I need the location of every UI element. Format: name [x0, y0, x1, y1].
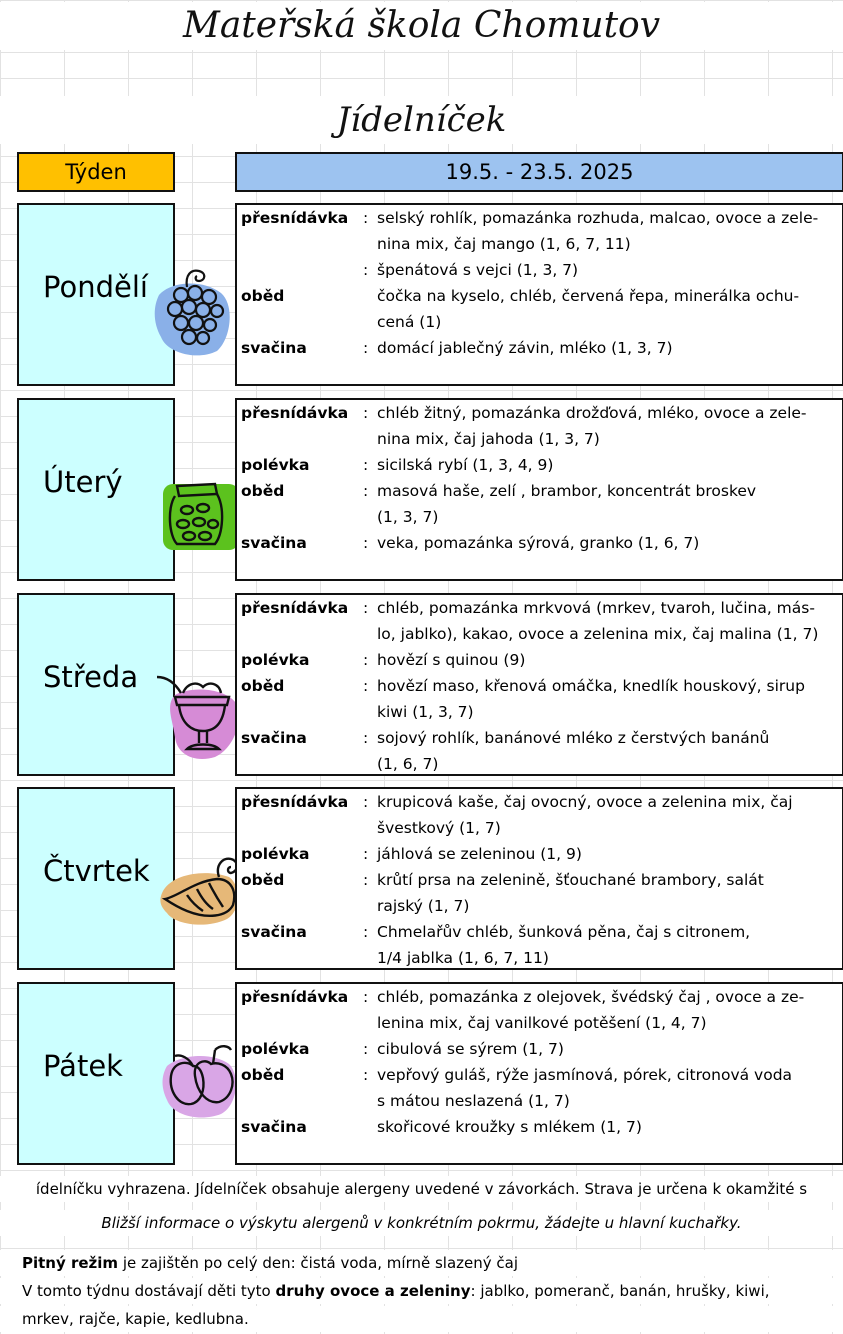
menu-row: oběd : vepřový guláš, rýže jasmínová, pórek, citronová voda — [241, 1066, 793, 1084]
menu-row: lo, jablko), kakao, ovoce a zelenina mix, čaj malina (1, 7) — [377, 625, 819, 643]
menu-row: : špenátová s vejci (1, 3, 7) — [363, 261, 579, 279]
menu-row: svačina : Chmelařův chléb, šunková pěna, čaj s citronem, — [241, 923, 751, 941]
day-box-monday — [17, 203, 175, 386]
menu-row: švestkový (1, 7) — [377, 819, 501, 837]
menu-box-thursday — [235, 787, 843, 970]
menu-box-monday — [235, 203, 843, 386]
menu-row: polévka : hovězí s quinou (9) — [241, 651, 526, 669]
menu-row: rajský (1, 7) — [377, 897, 470, 915]
week-range: 19.5. - 23.5. 2025 — [235, 152, 843, 192]
menu-row: přesnídávka : krupicová kaše, čaj ovocný, ovoce a zelenina mix, čaj — [241, 793, 793, 811]
day-name: Pondělí — [43, 270, 148, 304]
menu-row: přesnídávka : chléb, pomazánka mrkvová (mrkev, tvaroh, lučina, más- — [241, 599, 815, 617]
menu-row: svačina : domácí jablečný závin, mléko (1, 3, 7) — [241, 339, 673, 357]
school-name: Mateřská škola Chomutov — [0, 2, 843, 50]
day-box-friday — [17, 982, 175, 1165]
menu-row: oběd : krůtí prsa na zelenině, šťouchané brambory, salát — [241, 871, 764, 889]
day-box-wednesday — [17, 593, 175, 776]
dessert-cup-icon — [153, 671, 243, 763]
day-name: Pátek — [43, 1049, 123, 1083]
menu-row: přesnídávka : selský rohlík, pomazánka rozhuda, malcao, ovoce a zele- — [241, 209, 819, 227]
jar-icon — [157, 478, 241, 552]
menu-row: svačina skořicové kroužky s mlékem (1, 7) — [241, 1118, 642, 1136]
allergen-note: ídelníčku vyhrazena. Jídelníček obsahuje alergeny uvedené v závorkách. Strava je určena k okamžité s — [0, 1176, 843, 1202]
menu-row: cená (1) — [377, 313, 442, 331]
menu-row: přesnídávka : chléb, pomazánka z olejovek, švédský čaj , ovoce a ze- — [241, 988, 805, 1006]
menu-row: (1, 3, 7) — [377, 508, 439, 526]
day-name: Čtvrtek — [43, 854, 150, 888]
menu-row: polévka : cibulová se sýrem (1, 7) — [241, 1040, 564, 1058]
menu-box-tuesday — [235, 398, 843, 581]
menu-row: svačina : veka, pomazánka sýrová, granko (1, 6, 7) — [241, 534, 700, 552]
menu-box-wednesday — [235, 593, 843, 776]
menu-row: polévka : sicilská rybí (1, 3, 4, 9) — [241, 456, 554, 474]
menu-row: lenina mix, čaj vanilkové potěšení (1, 4, 7) — [377, 1014, 707, 1032]
menu-row: nina mix, čaj jahoda (1, 3, 7) — [377, 430, 600, 448]
menu-row: nina mix, čaj mango (1, 6, 7, 11) — [377, 235, 631, 253]
menu-row: oběd : masová haše, zelí , brambor, koncentrát broskev — [241, 482, 757, 500]
menu-box-friday — [235, 982, 843, 1165]
drink-info: Pitný režim je zajištěn po celý den: čistá voda, mírně slazený čaj — [0, 1250, 843, 1276]
apples-icon — [157, 1036, 241, 1120]
fruit-info: V tomto týdnu dostávají děti tyto druhy ovoce a zeleniny: jablko, pomeranč, banán, hrušky, kiwi, — [0, 1278, 843, 1304]
menu-row: oběd : hovězí maso, křenová omáčka, knedlík houskový, sirup — [241, 677, 805, 695]
cornucopia-icon — [157, 851, 247, 931]
menu-heading: Jídelníček — [0, 96, 843, 144]
week-label: Týden — [17, 152, 175, 192]
menu-row: (1, 6, 7) — [377, 755, 439, 773]
day-box-tuesday — [17, 398, 175, 581]
allergen-info-note: Bližší informace o výskytu alergenů v konkrétním pokrmu, žádejte u hlavní kuchařky. — [0, 1210, 843, 1236]
grapes-icon — [151, 267, 237, 359]
day-name: Středa — [43, 660, 139, 694]
menu-row: oběd čočka na kyselo, chléb, červená řepa, minerálka ochu- — [241, 287, 800, 305]
menu-row: s mátou neslazená (1, 7) — [377, 1092, 570, 1110]
menu-row: 1/4 jablka (1, 6, 7, 11) — [377, 949, 549, 967]
menu-row: kiwi (1, 3, 7) — [377, 703, 474, 721]
menu-row: přesnídávka : chléb žitný, pomazánka drožďová, mléko, ovoce a zele- — [241, 404, 807, 422]
menu-row: polévka : jáhlová se zeleninou (1, 9) — [241, 845, 582, 863]
day-name: Úterý — [43, 465, 123, 499]
fruit-info-line2: mrkev, rajče, kapie, kedlubna. — [0, 1306, 843, 1332]
menu-row: svačina : sojový rohlík, banánové mléko z čerstvých banánů — [241, 729, 770, 747]
day-box-thursday — [17, 787, 175, 970]
